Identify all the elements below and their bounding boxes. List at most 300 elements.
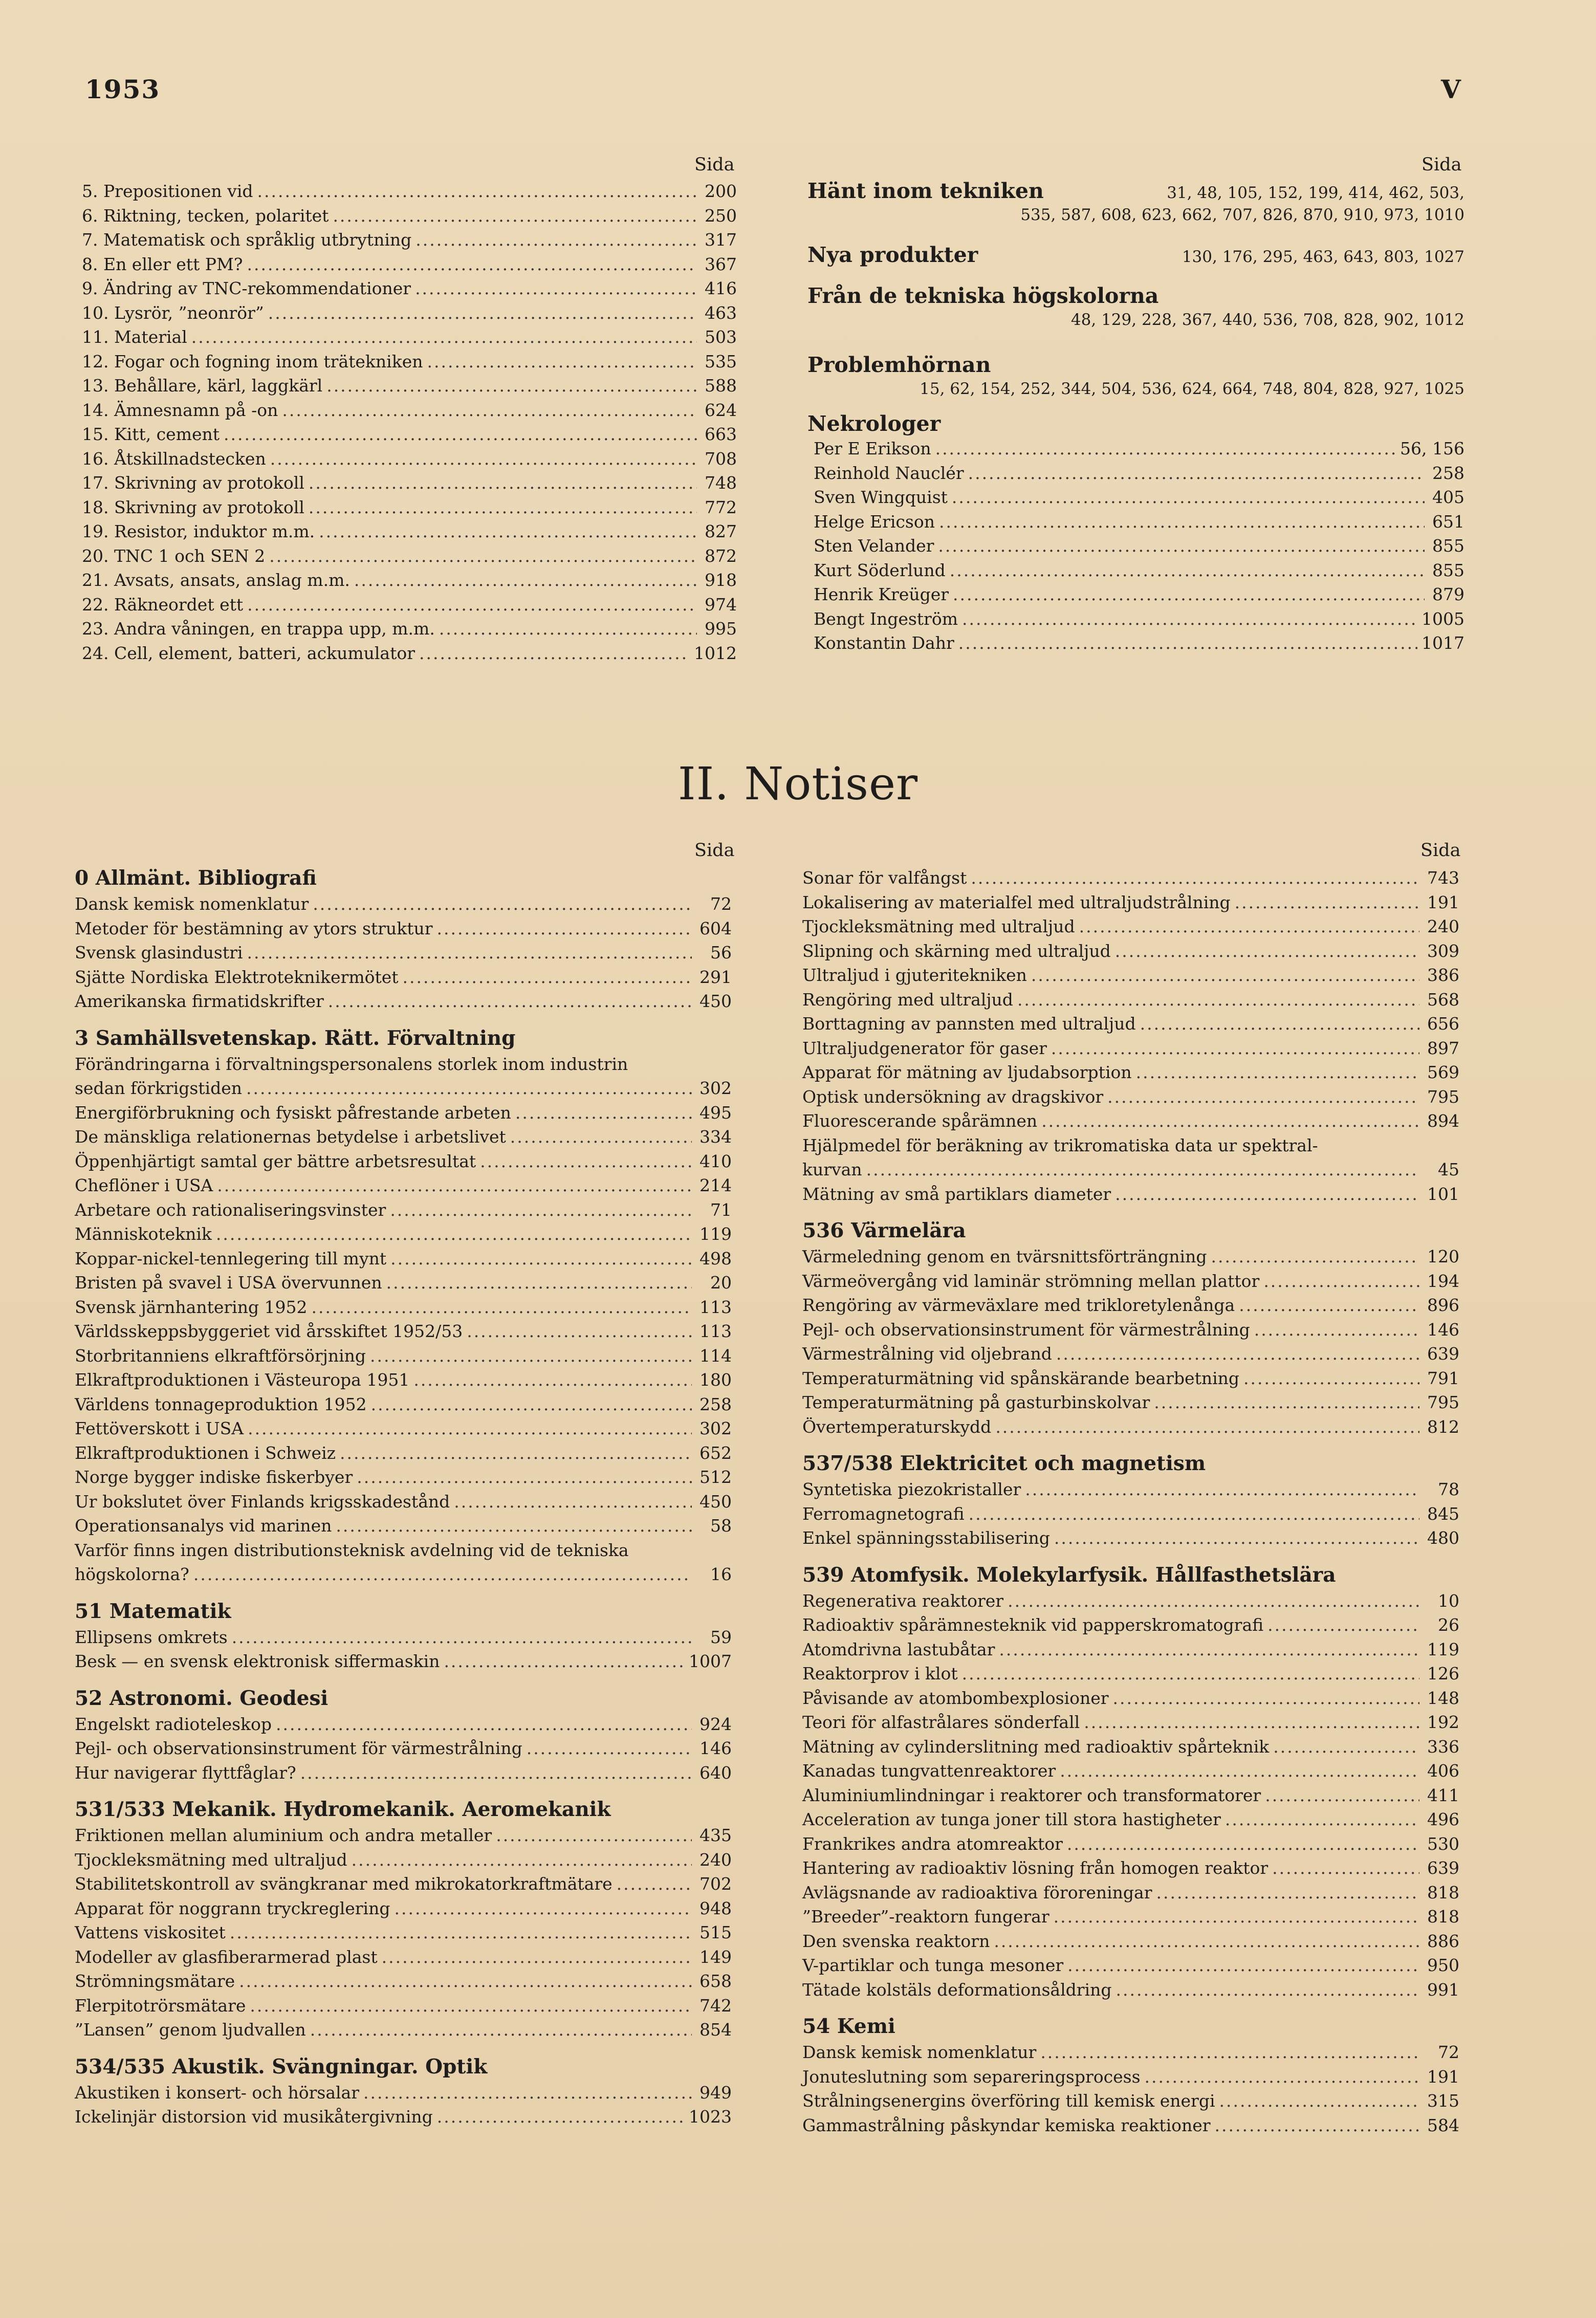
entry-label: 6. Riktning, tecken, polaritet [82,205,329,226]
entry-page: 897 [1427,1038,1459,1058]
index-entry [802,1244,1459,1269]
entry-label: Varför finns ingen distributionsteknisk avdelning vid de tekniska [75,1540,629,1560]
index-entry [802,2089,1459,2113]
entry-label: Tätade kolstäls deformationsåldring [802,1979,1112,2000]
entry-page: 113 [699,1321,732,1341]
dot-leader [1115,939,1419,964]
entry-label: 15. Kitt, cement [82,424,220,444]
entry-page: 302 [699,1418,732,1438]
entry-page: 386 [1427,965,1459,985]
dot-leader [382,1945,692,1970]
hant-pages-2: 535, 587, 608, 623, 662, 707, 826, 870, 910, 973, 1010 [1020,206,1464,224]
entry-label: Temperaturmätning på gasturbinskolvar [802,1392,1150,1412]
entry-label: Norge bygger indiske fiskerbyer [75,1467,353,1487]
dot-leader [282,398,697,423]
index-entry [802,1012,1459,1036]
entry-label: V-partiklar och tunga mesoner [802,1955,1064,1975]
hant-title: Hänt inom tekniken [807,179,1044,203]
dot-leader [333,204,697,228]
sida-label: Sida [1422,155,1462,175]
index-entry [802,1613,1459,1637]
problem-title: Problemhörnan [807,353,991,377]
index-entry [802,1589,1459,1613]
index-entry [802,890,1459,915]
entry-label: Svensk glasindustri [75,943,243,963]
entry-label: 14. Ämnesnamn på -on [82,400,278,420]
entry-label: Regenerativa reaktorer [802,1590,1004,1611]
section-heading: 3 Samhällsvetenskap. Rätt. Förvaltning [75,1026,516,1050]
entry-page: 405 [1432,487,1464,507]
index-entry [82,252,737,277]
entry-page: 406 [1427,1761,1459,1781]
dot-leader [935,436,1396,461]
entry-page: 410 [699,1151,732,1171]
dot-leader [354,568,697,593]
entry-label: Gammastrålning påskyndar kemiska reaktioner [802,2115,1211,2135]
index-entry [75,892,732,916]
index-entry [802,1085,1459,1109]
index-entry [82,422,737,447]
entry-page: 918 [705,570,737,590]
entry-label: Energiförbrukning och fysiskt påfrestande arbeten [75,1102,511,1123]
dot-leader [224,422,697,447]
index-entry [802,1856,1459,1880]
entry-page: 795 [1427,1392,1459,1412]
index-entry [75,1920,732,1945]
entry-page: 435 [699,1825,732,1845]
entry-label: Elkraftproduktionen i Västeuropa 1951 [75,1370,410,1390]
entry-page: 791 [1427,1368,1459,1388]
index-entry [82,544,737,568]
entry-label: Pejl- och observationsinstrument för värmestrålning [75,1738,522,1758]
entry-page: 45 [1438,1160,1459,1179]
entry-page: 315 [1427,2091,1459,2111]
dot-leader [1008,1589,1419,1613]
index-entry [82,301,737,325]
dot-leader [309,495,697,520]
entry-page: 708 [705,448,737,469]
index-entry [807,510,1464,534]
dot-leader [1054,1905,1419,1929]
index-entry [802,1661,1459,1686]
entry-label: Sjätte Nordiska Elektroteknikermötet [75,967,399,987]
entry-label: sedan förkrigstiden [75,1078,242,1098]
entry-label: Engelskt radioteleskop [75,1714,272,1734]
section-heading: 539 Atomfysik. Molekylarfysik. Hållfasthetslära [802,1563,1336,1587]
nekrologer-list [807,436,1464,655]
dot-leader [480,1149,692,1174]
entry-label: Besk — en svensk elektronisk siffermaskin [75,1651,440,1671]
entry-page: 450 [699,991,732,1011]
entry-label: Världsskeppsbyggeriet vid årsskiftet 1952/53 [75,1321,463,1341]
entry-page: 411 [1427,1785,1459,1805]
entry-label: 10. Lysrör, ”neonrör” [82,302,264,323]
index-entry [802,2040,1459,2065]
entry-label: Optisk undersökning av dragskivor [802,1086,1104,1107]
index-entry [802,1415,1459,1439]
index-entry [807,534,1464,558]
dot-leader [969,1502,1419,1526]
index-entry [82,447,737,471]
entry-label: Pejl- och observationsinstrument för värmestrålning [802,1319,1250,1340]
entry-label: Kurt Söderlund [814,560,946,580]
index-entry [802,866,1459,890]
dot-leader [247,941,692,965]
entry-page: 896 [1427,1295,1459,1315]
dot-leader [413,1368,692,1392]
dot-leader [340,1441,692,1466]
index-entry [802,1157,1459,1182]
entry-page: 78 [1438,1479,1459,1499]
index-entry [802,1036,1459,1061]
dot-leader [958,631,1417,655]
index-entry [802,1832,1459,1856]
entry-page: 748 [705,473,737,493]
nya-title: Nya produkter [807,243,978,267]
index-entry [75,1896,732,1921]
index-entry [75,965,732,990]
entry-page: 604 [699,918,732,938]
fran-pages: 48, 129, 228, 367, 440, 536, 708, 828, 902, 1012 [1070,311,1464,329]
index-entry [75,2105,732,2129]
entry-page: 495 [699,1102,732,1123]
index-entry [82,228,737,252]
entry-label: Elkraftproduktionen i Schweiz [75,1442,336,1463]
entry-label: Radioaktiv spårämnesteknik vid papperskromatografi [802,1615,1264,1635]
entry-label: 21. Avsats, ansats, anslag m.m. [82,570,350,590]
dot-leader [1040,2040,1419,2065]
entry-label: Koppar-nickel-tennlegering till mynt [75,1248,387,1269]
entry-label: 24. Cell, element, batteri, ackumulator [82,643,416,663]
entry-label: 5. Prepositionen vid [82,181,253,201]
entry-page: 535 [705,351,737,371]
index-entry [802,1929,1459,1954]
index-entry [75,1823,732,1848]
dot-leader [191,325,697,349]
entry-page: 16 [710,1564,732,1584]
entry-page: 894 [1427,1111,1459,1131]
index-entry [807,607,1464,631]
dot-leader [1154,1390,1419,1415]
entry-label: 19. Resistor, induktor m.m. [82,521,315,541]
dot-leader [270,447,697,471]
dot-leader [1219,2089,1419,2113]
entry-label: Helge Ericson [814,511,935,532]
entry-page: 1005 [1422,608,1464,629]
entry-label: Jonuteslutning som separeringsprocess [802,2066,1141,2087]
entry-label: Avlägsnande av radioaktiva föroreningar [802,1882,1152,1902]
index-entry [75,1969,732,1994]
index-entry [75,1490,732,1514]
dot-leader [1054,1526,1419,1550]
dot-leader [427,349,697,374]
index-entry [75,1392,732,1417]
index-entry [82,519,737,544]
entry-label: De mänskliga relationernas betydelse i arbetslivet [75,1127,506,1147]
entry-label: Tjockleksmätning med ultraljud [75,1849,347,1870]
entry-label: Sonar för valfångst [802,868,967,888]
index-entry [807,485,1464,510]
entry-page: 588 [705,376,737,396]
entry-label: Reaktorprov i klot [802,1664,958,1683]
dot-leader [257,179,697,204]
index-entry [75,2081,732,2105]
entry-page: 20 [710,1273,732,1293]
notiser-title: II. Notiser [677,757,919,810]
index-entry [807,582,1464,607]
dot-leader [994,1929,1419,1954]
dot-leader [1211,1244,1419,1269]
entry-label: Reinhold Nauclér [814,463,964,483]
dot-leader [454,1490,692,1514]
entry-page: 258 [699,1394,732,1414]
index-entry [802,2113,1459,2138]
entry-page: 191 [1427,892,1459,912]
entry-label: Slipning och skärning med ultraljud [802,941,1111,961]
index-entry [802,939,1459,964]
dot-leader [952,485,1425,510]
entry-page: 1012 [694,643,737,663]
dot-leader [527,1736,692,1761]
sida-label: Sida [1420,840,1461,861]
entry-page: 743 [1427,868,1459,888]
index-entry [75,941,732,965]
index-entry [802,1637,1459,1662]
dot-leader [309,471,697,495]
entry-page: 71 [710,1199,732,1220]
entry-page: 309 [1427,941,1459,961]
entry-label: Enkel spänningsstabilisering [802,1528,1050,1548]
entry-page: 624 [705,400,737,420]
entry-page: 450 [699,1491,732,1512]
index-entry [75,1625,732,1650]
index-entry [802,1269,1459,1294]
entry-label: kurvan [802,1160,862,1179]
dot-leader [276,1712,692,1737]
entry-page: 991 [1427,1979,1459,2000]
entry-page: 496 [1427,1809,1459,1829]
index-entry [75,1416,732,1441]
entry-label: Borttagning av pannsten med ultraljud [802,1014,1136,1034]
entry-page: 149 [699,1947,732,1967]
index-entry [75,916,732,941]
index-entry [802,1060,1459,1085]
dot-leader [415,276,697,301]
index-entry [75,1712,732,1737]
entry-page: 795 [1427,1086,1459,1107]
entry-page: 240 [1427,916,1459,936]
entry-label: Övertemperaturskydd [802,1416,992,1437]
entry-page: 948 [699,1898,732,1918]
entry-label: Modeller av glasfiberarmerad plast [75,1947,378,1967]
dot-leader [995,1415,1419,1439]
dot-leader [1107,1085,1419,1109]
entry-label: 17. Skrivning av protokoll [82,473,304,493]
dot-leader [444,1649,685,1674]
entry-page: 812 [1427,1416,1459,1437]
dot-leader [1067,1832,1419,1856]
entry-label: Konstantin Dahr [814,633,954,653]
index-entry [802,1880,1459,1905]
entry-page: 949 [699,2082,732,2103]
entry-page: 416 [705,278,737,298]
index-entry [802,1182,1459,1207]
entry-page: 879 [1432,584,1464,604]
dot-leader [313,892,692,916]
index-entry [82,349,737,374]
entry-page: 291 [699,967,732,987]
index-entry [75,1222,732,1247]
entry-page: 480 [1427,1528,1459,1548]
index-entry [75,1761,732,1785]
page-numeral: V [1441,74,1462,104]
index-entry [75,1319,732,1344]
dot-leader [319,519,697,544]
entry-label: Storbritanniens elkraftförsörjning [75,1345,366,1366]
dot-leader [193,1562,692,1587]
entry-page: 702 [699,1874,732,1894]
index-entry [75,1052,732,1077]
dot-leader [1215,2113,1419,2138]
section-heading: 54 Kemi [802,2015,895,2038]
dot-leader [1156,1880,1419,1905]
section-heading: 52 Astronomi. Geodesi [75,1686,329,1710]
dot-leader [1235,890,1419,915]
entry-label: Syntetiska piezokristaller [802,1479,1021,1499]
entry-page: 950 [1427,1955,1459,1975]
dot-leader [939,510,1425,534]
dot-leader [403,965,692,990]
index-entry [807,558,1464,583]
entry-page: 568 [1427,989,1459,1010]
entry-page: 336 [1427,1736,1459,1757]
index-entry [75,1149,732,1174]
entry-label: Ickelinjär distorsion vid musikåtergivning [75,2107,433,2127]
entry-page: 498 [699,1248,732,1269]
dot-leader [300,1761,692,1785]
entry-label: Aluminiumlindningar i reaktorer och transformatorer [802,1785,1261,1805]
entry-page: 258 [1432,463,1464,483]
entry-label: Bristen på svavel i USA övervunnen [75,1273,382,1293]
entry-label: Fluorescerande spårämnen [802,1111,1038,1131]
index-entry [802,1953,1459,1978]
dot-leader [395,1896,692,1921]
entry-page: 1023 [689,2107,732,2127]
entry-label: Cheflöner i USA [75,1175,213,1195]
dot-leader [386,1271,692,1295]
entry-page: 191 [1427,2066,1459,2087]
index-entry [82,374,737,398]
index-entry [802,1318,1459,1342]
dot-leader [247,252,697,277]
dot-leader [1145,2065,1419,2089]
dot-leader [216,1222,692,1247]
dot-leader [419,641,690,666]
index-entry [807,436,1464,461]
dot-leader [232,1625,692,1650]
entry-page: 569 [1427,1062,1459,1082]
entry-label: Ur bokslutet över Finlands krigsskadestånd [75,1491,450,1512]
dot-leader [239,1969,692,1994]
index-entry [75,1945,732,1970]
entry-label: Kanadas tungvattenreaktorer [802,1761,1056,1781]
dot-leader [390,1247,692,1271]
index-entry [82,568,737,593]
entry-label: Amerikanska firmatidskrifter [75,991,324,1011]
entry-label: Strålningsenergins överföring till kemisk energi [802,2091,1215,2111]
entry-label: 11. Material [82,327,187,347]
entry-label: Henrik Kreüger [814,584,949,604]
entry-page: 818 [1427,1907,1459,1927]
dot-leader [1056,1342,1419,1366]
entry-label: Dansk kemisk nomenklatur [75,894,309,914]
entry-page: 200 [705,181,737,201]
section-heading: 0 Allmänt. Bibliografi [75,866,317,890]
index-entry [82,179,737,204]
entry-page: 742 [699,1995,732,2016]
index-entry [82,495,737,520]
index-entry [75,1562,732,1587]
entry-page: 827 [705,521,737,541]
index-entry [82,471,737,495]
dot-leader [1243,1366,1419,1391]
entry-page: 854 [699,2020,732,2040]
entry-page: 818 [1427,1882,1459,1902]
dot-leader [1115,1182,1419,1207]
index-entry [75,1271,732,1295]
entry-label: 9. Ändring av TNC-rekommendationer [82,278,411,298]
nya-pages: 130, 176, 295, 463, 643, 803, 1027 [1182,248,1464,266]
entry-label: 12. Fogar och fogning inom trätekniken [82,351,423,371]
entry-label: Acceleration av tunga joner till stora hastigheter [802,1809,1221,1829]
index-entry [82,276,737,301]
fran-title: Från de tekniska högskolorna [807,283,1159,308]
entry-label: Svensk järnhantering 1952 [75,1297,308,1317]
entry-page: 56 [710,943,732,963]
entry-label: Fettöverskott i USA [75,1418,244,1438]
index-entry [75,1994,732,2018]
dot-leader [1041,1109,1419,1133]
entry-page: 463 [705,302,737,323]
section-heading: 531/533 Mekanik. Hydromekanik. Aeromekanik [75,1798,611,1821]
entry-label: Dansk kemisk nomenklatur [802,2042,1037,2062]
dot-leader [1031,963,1419,988]
index-entry [802,914,1459,939]
right-sections [802,866,1459,2137]
dot-leader [1136,1060,1419,1085]
dot-leader [326,374,697,398]
entry-page: 146 [1427,1319,1459,1340]
entry-page: 886 [1427,1931,1459,1951]
entry-label: 7. Matematisk och språklig utbrytning [82,230,412,250]
entry-label: Apparat för mätning av ljudabsorption [802,1062,1132,1082]
entry-page: 119 [699,1224,732,1244]
section-heading: 534/535 Akustik. Svängningar. Optik [75,2054,488,2079]
index-entry [802,1759,1459,1783]
index-entry [802,988,1459,1012]
index-entry [75,1514,732,1538]
entry-label: Människoteknik [75,1224,212,1244]
hant-pages-1: 31, 48, 105, 152, 199, 414, 462, 503, [1167,184,1464,202]
dot-leader [1025,1477,1419,1502]
entry-label: Lokalisering av materialfel med ultraljudstrålning [802,892,1231,912]
index-entry [802,1783,1459,1808]
index-entry [75,1295,732,1320]
index-entry [75,1736,732,1761]
index-entry [802,963,1459,988]
entry-page: 855 [1432,536,1464,556]
entry-label: ”Breeder”-reaktorn fungerar [802,1907,1050,1927]
